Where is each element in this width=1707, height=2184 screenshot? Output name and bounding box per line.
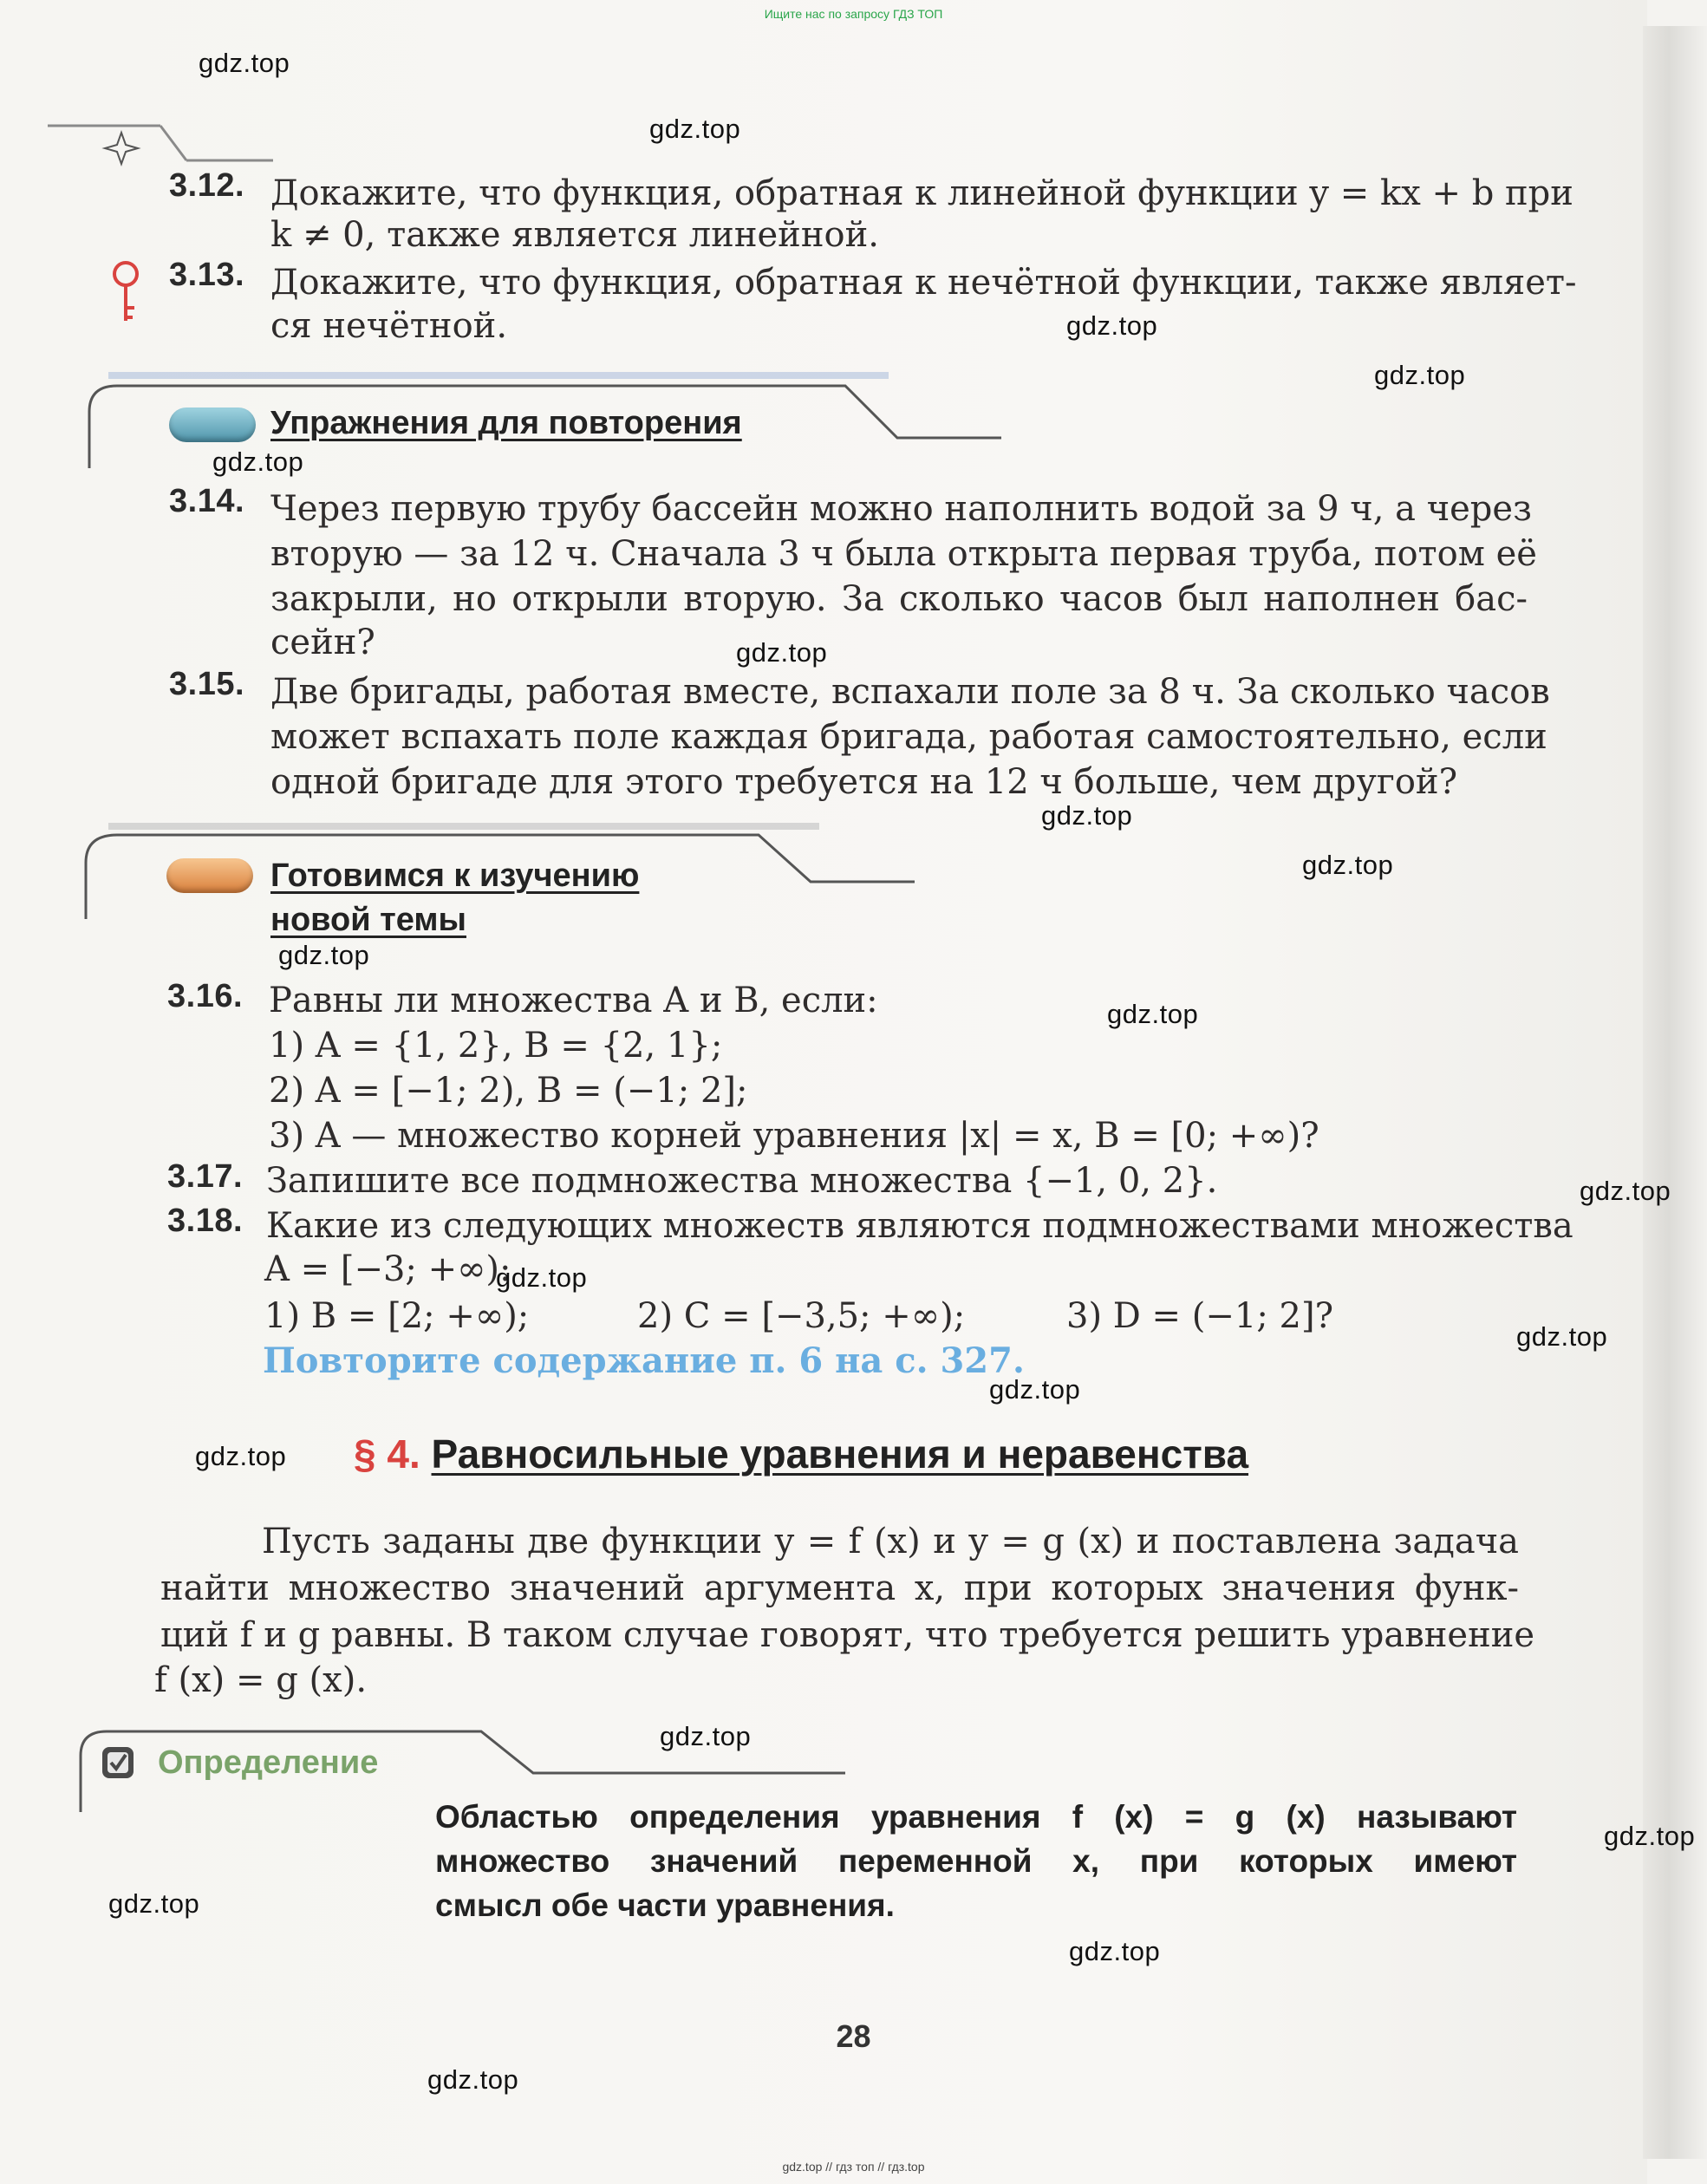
- exercise-text: Докажите, что функция, обратная к линейной функции y = kx + b при: [270, 173, 1573, 213]
- intro-text: найти множество значений аргумента x, при которых значения функ-: [160, 1568, 1519, 1608]
- star-divider-icon: [48, 117, 273, 169]
- exercise-text: одной бригаде для этого требуется на 12 ч больше, чем другой?: [270, 762, 1458, 802]
- intro-text: Пусть заданы две функции y = f (x) и y = g (x) и поставлена задача: [262, 1522, 1519, 1561]
- watermark: gdz.top: [199, 48, 290, 78]
- exercise-number: 3.14.: [169, 483, 245, 519]
- exercise-text: вторую — за 12 ч. Сначала 3 ч была открыта первая труба, потом её: [270, 534, 1537, 574]
- checkbox-icon: [100, 1744, 136, 1781]
- exercise-text: 2) A = [−1; 2), B = (−1; 2];: [269, 1071, 748, 1111]
- exercise-text: может вспахать поле каждая бригада, работая самостоятельно, если: [270, 717, 1547, 757]
- top-note: Ищите нас по запросу ГДЗ ТОП: [764, 7, 943, 21]
- watermark: gdz.top: [1041, 800, 1133, 831]
- watermark: gdz.top: [1302, 850, 1394, 880]
- exercise-number: 3.12.: [169, 167, 245, 204]
- definition-text: Областью определения уравнения f (x) = g (x) называют: [435, 1799, 1517, 1835]
- watermark: gdz.top: [195, 1441, 287, 1471]
- exercise-text: Две бригады, работая вместе, вспахали поле за 8 ч. За сколько часов: [270, 672, 1550, 712]
- definition-text: смысл обе части уравнения.: [435, 1887, 895, 1923]
- exercise-text: ся нечётной.: [270, 306, 508, 346]
- watermark: gdz.top: [1516, 1321, 1608, 1352]
- review-section-title: Упражнения для повторения: [270, 405, 742, 441]
- exercise-option: 3) D = (−1; 2]?: [1066, 1296, 1334, 1336]
- intro-text: f (x) = g (x).: [154, 1660, 368, 1700]
- review-pill-icon: [169, 407, 256, 442]
- exercise-number: 3.18.: [167, 1203, 244, 1239]
- section-title: Равносильные уравнения и неравенства: [431, 1431, 1249, 1477]
- exercise-number: 3.16.: [167, 978, 244, 1014]
- repeat-hint: Повторите содержание п. 6 на с. 327.: [263, 1340, 1025, 1381]
- footer-note: gdz.top // гдз топ // гдз.top: [782, 2160, 925, 2174]
- exercise-text: Какие из следующих множеств являются подмножествами множества: [266, 1206, 1573, 1246]
- exercise-number: 3.15.: [169, 666, 245, 702]
- watermark: gdz.top: [1107, 999, 1199, 1029]
- prep-section-title-line2: новой темы: [270, 902, 466, 938]
- key-icon: [108, 260, 143, 325]
- section-heading: [354, 1431, 1248, 1477]
- watermark: gdz.top: [989, 1374, 1081, 1405]
- exercise-option: 1) B = [2; +∞);: [264, 1296, 530, 1336]
- exercise-text: k ≠ 0, также является линейной.: [270, 215, 879, 255]
- watermark: gdz.top: [1069, 1936, 1161, 1966]
- prep-pill-icon: [166, 858, 253, 893]
- watermark: gdz.top: [278, 940, 370, 970]
- exercise-text: Докажите, что функция, обратная к нечётной функции, также являет-: [270, 263, 1577, 303]
- exercise-text: Через первую трубу бассейн можно наполнить водой за 9 ч, а через: [270, 489, 1532, 529]
- exercise-text: A = [−3; +∞):: [264, 1249, 511, 1289]
- watermark: gdz.top: [212, 447, 304, 477]
- exercise-text: Равны ли множества A и B, если:: [269, 981, 878, 1020]
- prep-section-title-line1: Готовимся к изучению: [270, 857, 640, 894]
- exercise-option: 2) C = [−3,5; +∞);: [637, 1296, 966, 1336]
- exercise-number: 3.13.: [169, 257, 245, 293]
- page-number: 28: [836, 2018, 871, 2054]
- definition-title: Определение: [158, 1744, 379, 1781]
- exercise-text: закрыли, но открыли вторую. За сколько часов был наполнен бас-: [270, 579, 1528, 619]
- watermark: gdz.top: [1374, 360, 1466, 390]
- exercise-text: 1) A = {1, 2}, B = {2, 1};: [269, 1026, 723, 1066]
- watermark: gdz.top: [496, 1262, 588, 1293]
- exercise-number: 3.17.: [167, 1158, 244, 1195]
- watermark: gdz.top: [660, 1721, 752, 1751]
- watermark: gdz.top: [736, 637, 828, 668]
- definition-text: множество значений переменной x, при которых имеют: [435, 1843, 1517, 1879]
- watermark: gdz.top: [1604, 1821, 1696, 1851]
- exercise-text: сейн?: [270, 623, 375, 662]
- watermark: gdz.top: [108, 1888, 200, 1919]
- exercise-text: 3) A — множество корней уравнения |x| = x, B = [0; +∞)?: [269, 1116, 1319, 1156]
- watermark: gdz.top: [649, 114, 741, 144]
- watermark: gdz.top: [1066, 310, 1158, 341]
- watermark: gdz.top: [427, 2064, 519, 2095]
- watermark: gdz.top: [1580, 1176, 1671, 1206]
- section-number: § 4.: [354, 1431, 420, 1477]
- intro-text: ций f и g равны. В таком случае говорят, что требуется решить уравнение: [160, 1615, 1535, 1655]
- exercise-text: Запишите все подмножества множества {−1, 0, 2}.: [266, 1161, 1218, 1201]
